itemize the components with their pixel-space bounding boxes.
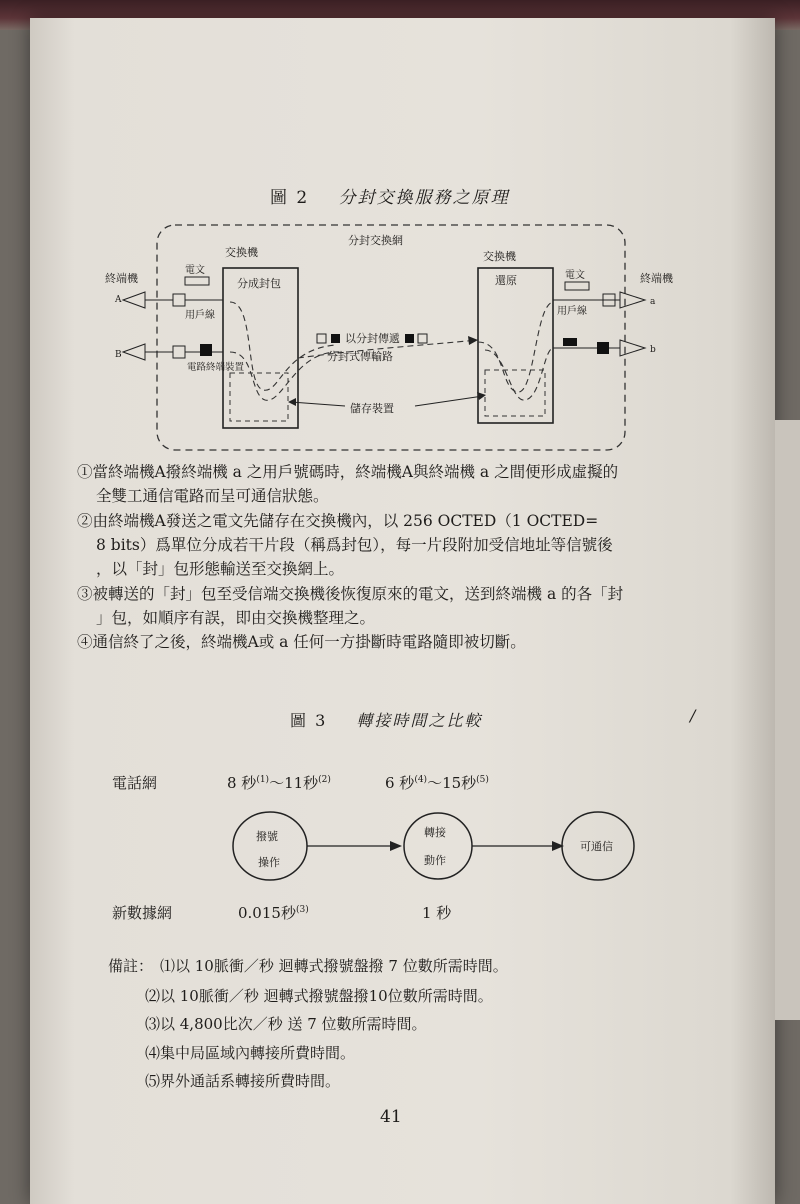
exchange-left-label: 交換機 [225,246,258,259]
terminal-B-icon [123,344,145,360]
message-box-right [565,282,589,290]
message-right-label: 電文 [565,270,585,281]
packet-path-label: 分封式傳輸路 [327,350,393,363]
connection-flow-diagram [230,808,650,888]
dial-node-line1: 撥號 [256,830,278,843]
note-3-line-1: ③被轉送的「封」包至受信端交換機後恢復原來的電文，送到終端機 a 的各「封 [77,585,624,603]
network-label: 分封交換網 [348,234,403,247]
remark-2: ⑵以 10脈衝／秒 迴轉式撥號盤撥10位數所需時間。 [145,987,493,1005]
terminal-A-label: A [115,295,122,305]
telephone-time-1: 8 秒$^{(1)}$～11秒$^{(2)}$ [227,774,331,792]
terminal-right-label: 終端機 [640,272,673,285]
figure2-caption: 分封交換服務之原理 [338,188,510,208]
next-page-edge [775,420,800,1020]
dial-node-line2: 操作 [258,856,280,869]
telephone-network-label: 電話網 [112,774,158,792]
switch-node-line2: 動作 [424,854,446,867]
figure2-number: 圖 2 [270,188,310,208]
remark-4: ⑷集中局區域內轉接所費時間。 [145,1044,356,1062]
remark-5: ⑸界外通話系轉接所費時間。 [145,1072,341,1090]
packet-switching-diagram [105,210,695,460]
storage-label: 儲存裝置 [350,402,394,415]
note-2-line-3: ，以「封」包形態輸送至交換網上。 [96,560,345,578]
connected-node-label: 可通信 [580,840,613,853]
terminal-a-icon [620,292,645,308]
user-line-right-label: 用戶線 [557,306,587,317]
line-box-B [173,346,185,358]
flow-curve-right [478,302,553,392]
note-4-line-1: ④通信終了之後，終端機A或 a 任何一方掛斷時電路隨即被切斷。 [77,633,526,651]
restore-label: 還原 [495,274,517,287]
note-2-mark: ② [77,512,93,530]
flow-curve-left-2 [230,352,340,400]
note-4-mark: ④ [77,633,93,651]
figure2-title [270,183,510,208]
remarks-prefix: 備註： [108,957,154,975]
data-time-2: 1 秒 [422,904,452,922]
telephone-time-2: 6 秒$^{(4)}$～15秒$^{(5)}$ [385,774,489,792]
flow-curve-right-2 [485,348,553,400]
note-1-line-1: ①當終端機A撥終端機 a 之用戶號碼時，終端機A與終端機 a 之間便形成虛擬的 [77,463,619,481]
arrow-1 [390,841,402,851]
terminal-b-icon [620,340,645,356]
user-line-left-label: 用戶線 [185,310,215,321]
switch-node-line1: 轉接 [424,826,446,839]
message-box-left [185,277,209,285]
figure3-caption: 轉接時間之比較 [356,711,483,730]
remark-1: ⑴以 10脈衝／秒 迴轉式撥號盤撥 7 位數所需時間。 [160,957,508,975]
remark-3: ⑶以 4,800比次／秒 送 7 位數所需時間。 [145,1015,427,1033]
packet-transfer-label: 以分封傳遞 [345,332,400,345]
flow-curve-left [230,302,335,390]
data-network-label: 新數據網 [112,904,173,922]
switch-node [404,813,472,879]
figure3-number: 圖 3 [290,711,328,730]
note-1-line-2: 全雙工通信電路而呈可通信狀態。 [96,487,329,505]
message-left-label: 電文 [185,265,205,276]
line-box-A [173,294,185,306]
term-device-label: 電路終端裝置 [187,362,245,373]
side-mark: / [690,706,696,725]
terminal-b-label: b [650,345,656,355]
note-2-line-1: ②由終端機A發送之電文先儲存在交換機內，以 256 OCTED（1 OCTED= [77,512,599,530]
packetize-label: 分成封包 [237,277,281,290]
storage-left [230,373,288,421]
note-3-mark: ③ [77,585,93,603]
page-number: 41 [380,1107,402,1127]
terminal-left-label: 終端機 [105,272,138,285]
dial-node [233,812,307,880]
exchange-right-label: 交換機 [483,250,516,263]
note-1-mark: ① [77,463,93,481]
terminal-B-label: B [115,350,122,360]
note-2-line-2: 8 bits）爲單位分成若干片段（稱爲封包），每一片段附加受信地址等信號後 [96,536,613,554]
exchange-left-box [223,268,298,428]
note-3-line-2: 」包，如順序有誤，即由交換機整理之。 [96,609,376,627]
data-time-1: 0.015秒$^{(3)}$ [238,904,309,922]
figure3-title [290,708,482,731]
packet-block-left [200,344,212,356]
terminal-a-label: a [650,297,656,307]
terminal-A-icon [123,292,145,308]
